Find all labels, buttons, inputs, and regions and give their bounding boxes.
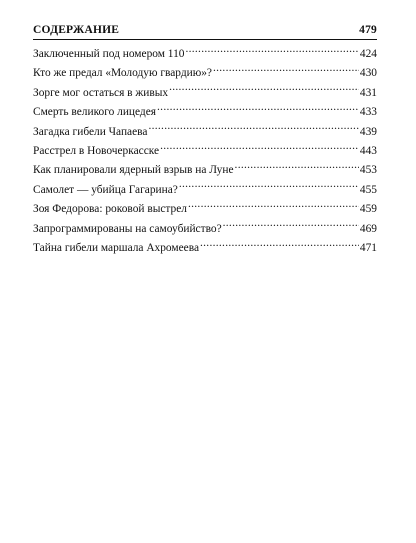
dot-leader xyxy=(185,46,358,57)
section-title: СОДЕРЖАНИЕ xyxy=(33,24,120,36)
table-of-contents xyxy=(33,45,377,258)
toc-entry xyxy=(33,45,377,64)
toc-entry-page: 433 xyxy=(359,106,377,119)
book-page xyxy=(33,24,377,258)
toc-entry-page: 430 xyxy=(359,67,377,80)
toc-entry-title: Зорге мог остаться в живых xyxy=(33,86,169,99)
dot-leader xyxy=(188,201,359,212)
toc-entry-page: 469 xyxy=(359,222,377,235)
dot-leader xyxy=(235,162,359,173)
toc-entry-title: Как планировали ядерный взрыв на Луне xyxy=(33,164,234,177)
toc-entry-title: Тайна гибели маршала Ахромеева xyxy=(33,241,200,254)
toc-entry-page: 453 xyxy=(359,164,377,177)
toc-entry xyxy=(33,181,377,200)
toc-entry xyxy=(33,123,377,142)
toc-entry-page: 459 xyxy=(359,203,377,216)
dot-leader xyxy=(179,181,359,192)
toc-entry-page: 439 xyxy=(359,125,377,138)
toc-entry-title: Зоя Федорова: роковой выстрел xyxy=(33,203,187,216)
toc-entry xyxy=(33,103,377,122)
dot-leader xyxy=(213,65,359,76)
dot-leader xyxy=(200,240,359,251)
toc-entry-page: 455 xyxy=(359,183,377,196)
toc-entry-title: Самолет — убийца Гагарина? xyxy=(33,183,178,196)
toc-entry xyxy=(33,84,377,103)
toc-entry xyxy=(33,64,377,83)
page-number: 479 xyxy=(359,24,377,36)
toc-entry-page: 443 xyxy=(359,144,377,157)
dot-leader xyxy=(157,104,359,115)
dot-leader xyxy=(160,143,359,154)
dot-leader xyxy=(223,220,359,231)
toc-entry-title: Запрограммированы на самоубийство? xyxy=(33,222,222,235)
toc-entry-title: Заключенный под номером 110 xyxy=(33,48,185,60)
toc-entry-page: 424 xyxy=(359,48,377,60)
running-header xyxy=(33,24,377,40)
toc-entry xyxy=(33,161,377,180)
toc-entry xyxy=(33,239,377,258)
toc-entry-page: 471 xyxy=(359,241,377,254)
toc-entry-page: 431 xyxy=(359,86,377,99)
toc-entry-title: Смерть великого лицедея xyxy=(33,106,157,119)
toc-entry xyxy=(33,220,377,239)
dot-leader xyxy=(169,84,359,95)
dot-leader xyxy=(148,123,358,134)
toc-entry xyxy=(33,142,377,161)
toc-entry-title: Расстрел в Новочеркасске xyxy=(33,144,160,157)
toc-entry xyxy=(33,200,377,219)
toc-entry-title: Кто же предал «Молодую гвардию»? xyxy=(33,67,212,80)
toc-entry-title: Загадка гибели Чапаева xyxy=(33,125,148,138)
